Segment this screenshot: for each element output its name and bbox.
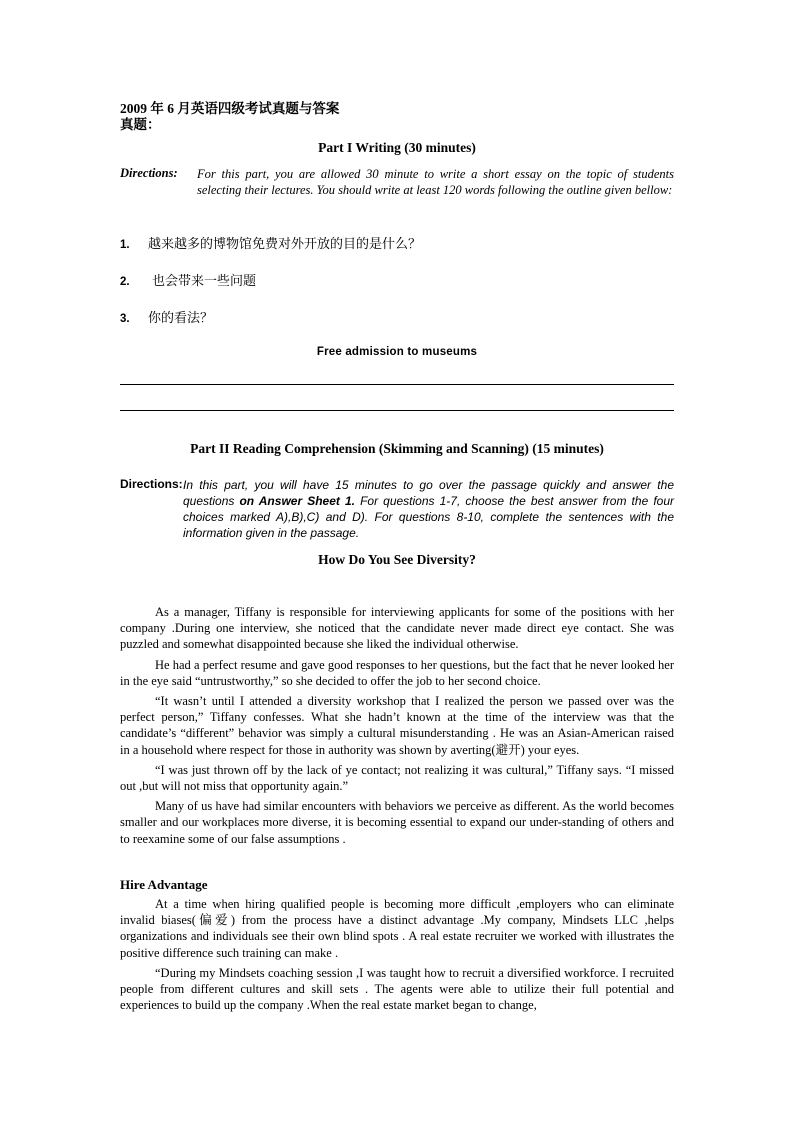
outline-item-text: 你的看法？	[148, 311, 214, 326]
passage-paragraph: He had a perfect resume and gave good responses to her questions, but the fact that he never looked her in the eye said “untrustworthy,” so she decided to offer the job to her second choice.	[120, 657, 674, 688]
answer-line	[120, 410, 674, 411]
hire-advantage-body	[120, 896, 674, 1017]
directions-text-part: In this part, you will have 15 minutes to go over the passage quickly and answer the questions	[183, 478, 674, 508]
part1-directions-text: For this part, you are allowed 30 minute to write a short essay on the topic of students selecting their lectures. You should write at least 120 words following the outline given bellow:	[197, 167, 674, 197]
outline-item-3	[120, 307, 213, 326]
passage-paragraph: At a time when hiring qualified people is becoming more difficult ,employers who can eliminate invalid biases(偏爱) from the process have a distinct advantage .My company, Mindsets LLC ,helps organizations and individuals see their own blind spots . A real estate recruiter we worked with illustrates the positive difference such training can make .	[120, 897, 674, 960]
passage-paragraph: “It wasn’t until I attended a diversity workshop that I realized the person we passed over was the perfect person,” Tiffany confesses. What she hadn’t known at the time of the interview was that the candidate’s “different” behavior was simply a cultural misunderstanding . He was an Asian-American raised in a household where respect for those in authority was shown by averting(避开) your eyes.	[120, 694, 674, 757]
directions-answer-sheet: on Answer Sheet 1.	[239, 494, 355, 508]
outline-item-number: 2.	[120, 276, 130, 288]
essay-title: Free admission to museums	[316, 346, 478, 358]
document-title: 2009 年 6 月英语四级考试真题与答案	[120, 101, 340, 116]
part2-directions-label: Directions:	[120, 477, 183, 491]
part1-heading: Part I Writing (30 minutes)	[318, 140, 476, 155]
part2-directions-text	[183, 477, 674, 541]
passage-paragraph: “During my Mindsets coaching session ,I was taught how to recruit a diversified workforce. I recruited people from different cultures and skill sets . The agents were able to utilize their full potential and experiences to build up the company .When the real estate market began to change,	[120, 965, 674, 1013]
outline-item-2	[120, 270, 256, 289]
passage-title: How Do You See Diversity?	[318, 552, 476, 567]
part1-directions-label: Directions:	[120, 166, 178, 180]
section-heading-hire-advantage: Hire Advantage	[120, 877, 208, 892]
outline-item-1	[120, 233, 421, 252]
part2-heading: Part II Reading Comprehension (Skimming and Scanning) (15 minutes)	[190, 441, 604, 456]
outline-item-text: 越来越多的博物馆免费对外开放的目的是什么？	[148, 237, 422, 252]
passage-body	[120, 604, 674, 851]
document-subtitle: 真题：	[120, 117, 161, 132]
answer-line	[120, 384, 674, 385]
outline-item-number: 1.	[120, 239, 130, 251]
outline-item-text: 也会带来一些问题	[152, 274, 257, 289]
passage-paragraph: As a manager, Tiffany is responsible for interviewing applicants for some of the positions with her company .During one interview, she noticed that the candidate never made direct eye contact. She was puzzled and somewhat disappointed because she liked the individual otherwise.	[120, 605, 674, 652]
passage-paragraph: Many of us have had similar encounters with behaviors we perceive as different. As the world becomes smaller and our workplaces more diverse, it is becoming essential to expand our under-standing of others and to reexamine some of our false assumptions .	[120, 799, 674, 846]
directions-text-part: For questions 1-7, choose the best answer from the four choices marked A),B),C) and D). For questions 8-10, complete the sentences with the information given in the passage.	[183, 494, 675, 540]
outline-item-number: 3.	[120, 313, 130, 325]
passage-paragraph: “I was just thrown off by the lack of ye contact; not realizing it was cultural,” Tiffany says. “I missed out ,but will not miss that opportunity again.”	[120, 762, 674, 794]
